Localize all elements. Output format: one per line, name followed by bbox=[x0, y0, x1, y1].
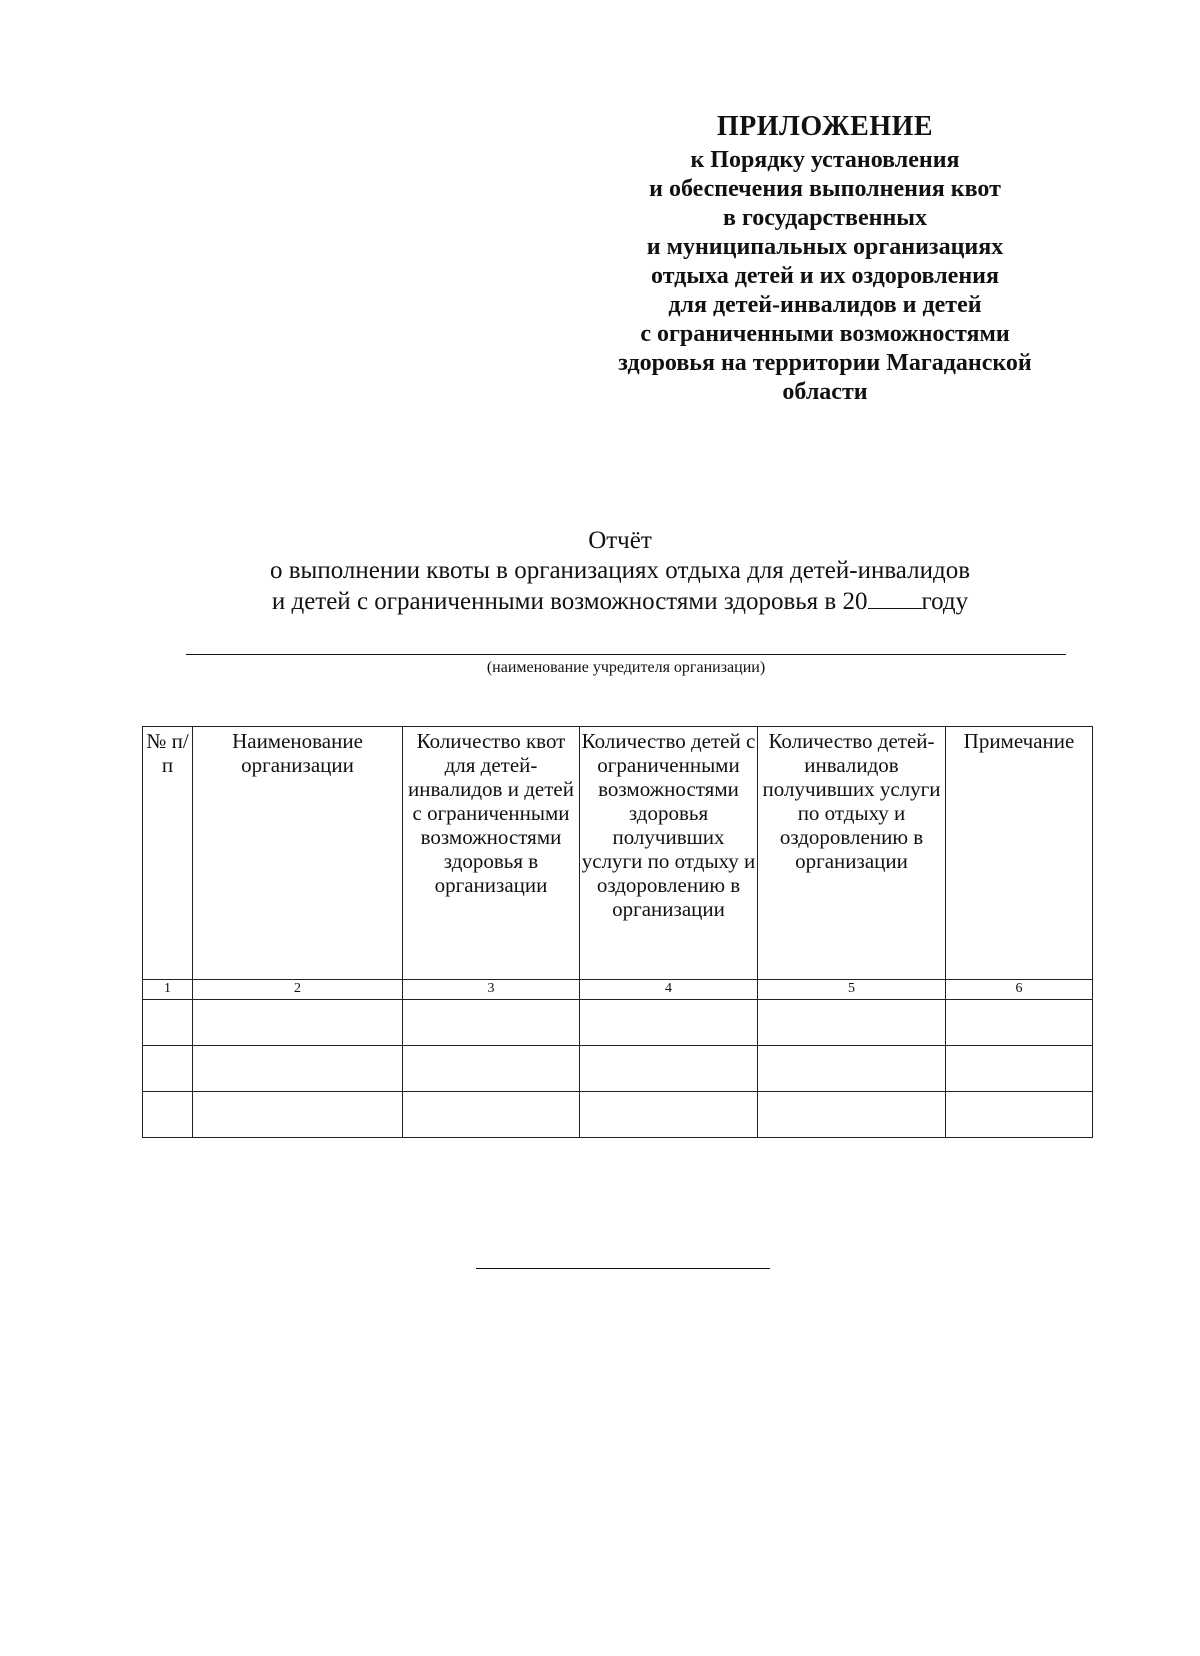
column-header-note: Примечание bbox=[946, 727, 1093, 980]
column-number: 2 bbox=[193, 980, 403, 1000]
appendix-line: и обеспечения выполнения квот bbox=[649, 176, 1001, 202]
appendix-line: к Порядку установления bbox=[690, 147, 960, 173]
column-number: 3 bbox=[403, 980, 580, 1000]
founder-caption: (наименование учредителя организации) bbox=[486, 659, 766, 676]
report-subtitle-line-2 bbox=[200, 586, 1040, 617]
table-cell[interactable] bbox=[403, 1092, 580, 1138]
table-cell[interactable] bbox=[193, 1092, 403, 1138]
column-number: 5 bbox=[758, 980, 946, 1000]
report-line-2-end: году bbox=[921, 588, 969, 615]
table-cell[interactable] bbox=[403, 1000, 580, 1046]
appendix-line: в государственных bbox=[722, 205, 928, 231]
appendix-line: для детей-инвалидов и детей bbox=[668, 292, 982, 318]
column-number: 4 bbox=[580, 980, 758, 1000]
report-heading bbox=[200, 526, 1040, 617]
column-header-disabled-children-count: Количество детей-инвалидов получивших услуги по отдыху и оздоровлению в организации bbox=[758, 727, 946, 980]
table-cell[interactable] bbox=[403, 1046, 580, 1092]
report-title: Отчёт bbox=[588, 527, 652, 554]
table-cell[interactable] bbox=[580, 1046, 758, 1092]
table-row bbox=[143, 1046, 1093, 1092]
table-row bbox=[143, 1000, 1093, 1046]
column-header-organization: Наименование организации bbox=[193, 727, 403, 980]
report-line-2-text: и детей с ограниченными возможностями здоровья в 20 bbox=[271, 588, 868, 615]
table-cell[interactable] bbox=[946, 1092, 1093, 1138]
table-cell[interactable] bbox=[143, 1046, 193, 1092]
table-cell[interactable] bbox=[193, 1000, 403, 1046]
column-number-row bbox=[143, 980, 1093, 1000]
table-cell[interactable] bbox=[580, 1092, 758, 1138]
table-row bbox=[143, 1092, 1093, 1138]
appendix-block bbox=[580, 110, 1070, 407]
report-subtitle-line-1: о выполнении квоты в организациях отдыха для детей-инвалидов bbox=[269, 557, 970, 584]
table-cell[interactable] bbox=[946, 1046, 1093, 1092]
appendix-line: с ограниченными возможностями bbox=[640, 321, 1010, 347]
appendix-line: здоровья на территории Магаданской bbox=[618, 350, 1032, 376]
table-cell[interactable] bbox=[758, 1046, 946, 1092]
founder-name-blank-line[interactable] bbox=[186, 654, 1066, 655]
table-cell[interactable] bbox=[758, 1000, 946, 1046]
appendix-line: отдыха детей и их оздоровления bbox=[651, 263, 999, 289]
appendix-title: ПРИЛОЖЕНИЕ bbox=[716, 111, 934, 142]
table-cell[interactable] bbox=[946, 1000, 1093, 1046]
appendix-line: области bbox=[782, 379, 868, 405]
column-header-quota-count: Количество квот для детей-инвалидов и детей с ограниченными возможностями здоровья в организации bbox=[403, 727, 580, 980]
closing-divider-line bbox=[476, 1268, 770, 1269]
appendix-line: и муниципальных организациях bbox=[646, 234, 1004, 260]
table-cell[interactable] bbox=[143, 1092, 193, 1138]
column-number: 6 bbox=[946, 980, 1093, 1000]
table-cell[interactable] bbox=[758, 1092, 946, 1138]
column-header-number: № п/п bbox=[143, 727, 193, 980]
column-header-children-hia-count: Количество детей с ограниченными возможностями здоровья получивших услуги по отдыху и оздоровлению в организации bbox=[580, 727, 758, 980]
table-cell[interactable] bbox=[580, 1000, 758, 1046]
report-table bbox=[142, 726, 1093, 1138]
table-cell[interactable] bbox=[193, 1046, 403, 1092]
table-cell[interactable] bbox=[143, 1000, 193, 1046]
year-blank-field[interactable] bbox=[868, 586, 922, 609]
table-header-row bbox=[143, 727, 1093, 980]
column-number: 1 bbox=[143, 980, 193, 1000]
